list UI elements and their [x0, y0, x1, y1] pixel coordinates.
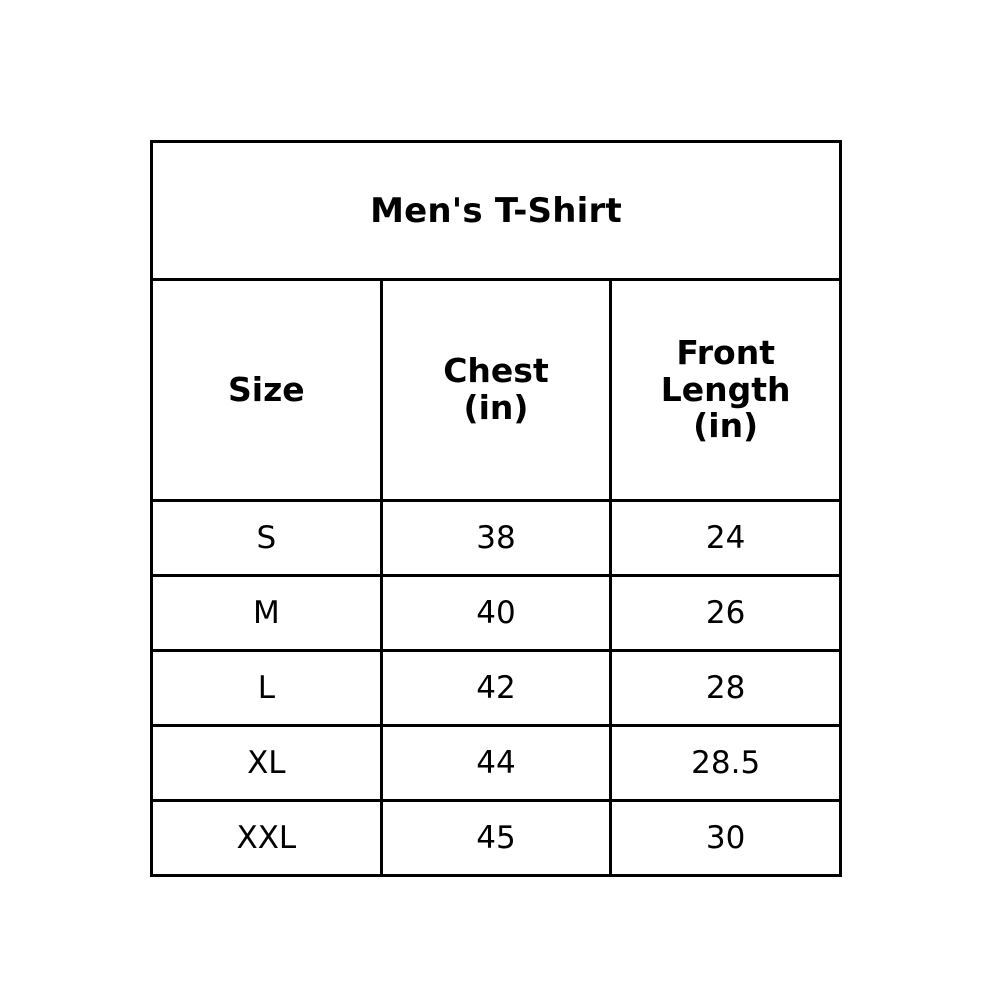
cell-chest: 40	[381, 576, 611, 651]
cell-front-length: 30	[611, 801, 841, 876]
column-header-front-length-line-3: (in)	[693, 406, 759, 446]
cell-size: XL	[152, 726, 382, 801]
table-row	[152, 576, 841, 651]
cell-front-length: 28.5	[611, 726, 841, 801]
cell-size: M	[152, 576, 382, 651]
table-row	[152, 801, 841, 876]
column-header-size	[152, 280, 382, 501]
cell-chest: 44	[381, 726, 611, 801]
column-header-size-line-1: Size	[227, 369, 305, 409]
cell-front-length: 28	[611, 651, 841, 726]
column-header-chest-line-2: (in)	[463, 388, 529, 427]
cell-chest: 42	[381, 651, 611, 726]
cell-chest: 45	[381, 801, 611, 876]
table-row	[152, 726, 841, 801]
cell-size: XXL	[152, 801, 382, 876]
cell-size: S	[152, 501, 382, 576]
size-chart-table	[150, 140, 842, 877]
table-title: Men's T-Shirt	[152, 142, 841, 280]
column-header-chest	[381, 280, 611, 501]
table-row	[152, 501, 841, 576]
cell-chest: 38	[381, 501, 611, 576]
table-row	[152, 651, 841, 726]
column-header-chest-line-1: Chest	[443, 351, 549, 391]
column-header-front-length	[611, 280, 841, 501]
column-header-front-length-line-1: Front	[676, 332, 775, 372]
cell-size: L	[152, 651, 382, 726]
table-title-row	[152, 142, 841, 280]
column-header-front-length-line-2: Length	[660, 369, 791, 409]
table-header-row	[152, 280, 841, 501]
cell-front-length: 24	[611, 501, 841, 576]
cell-front-length: 26	[611, 576, 841, 651]
